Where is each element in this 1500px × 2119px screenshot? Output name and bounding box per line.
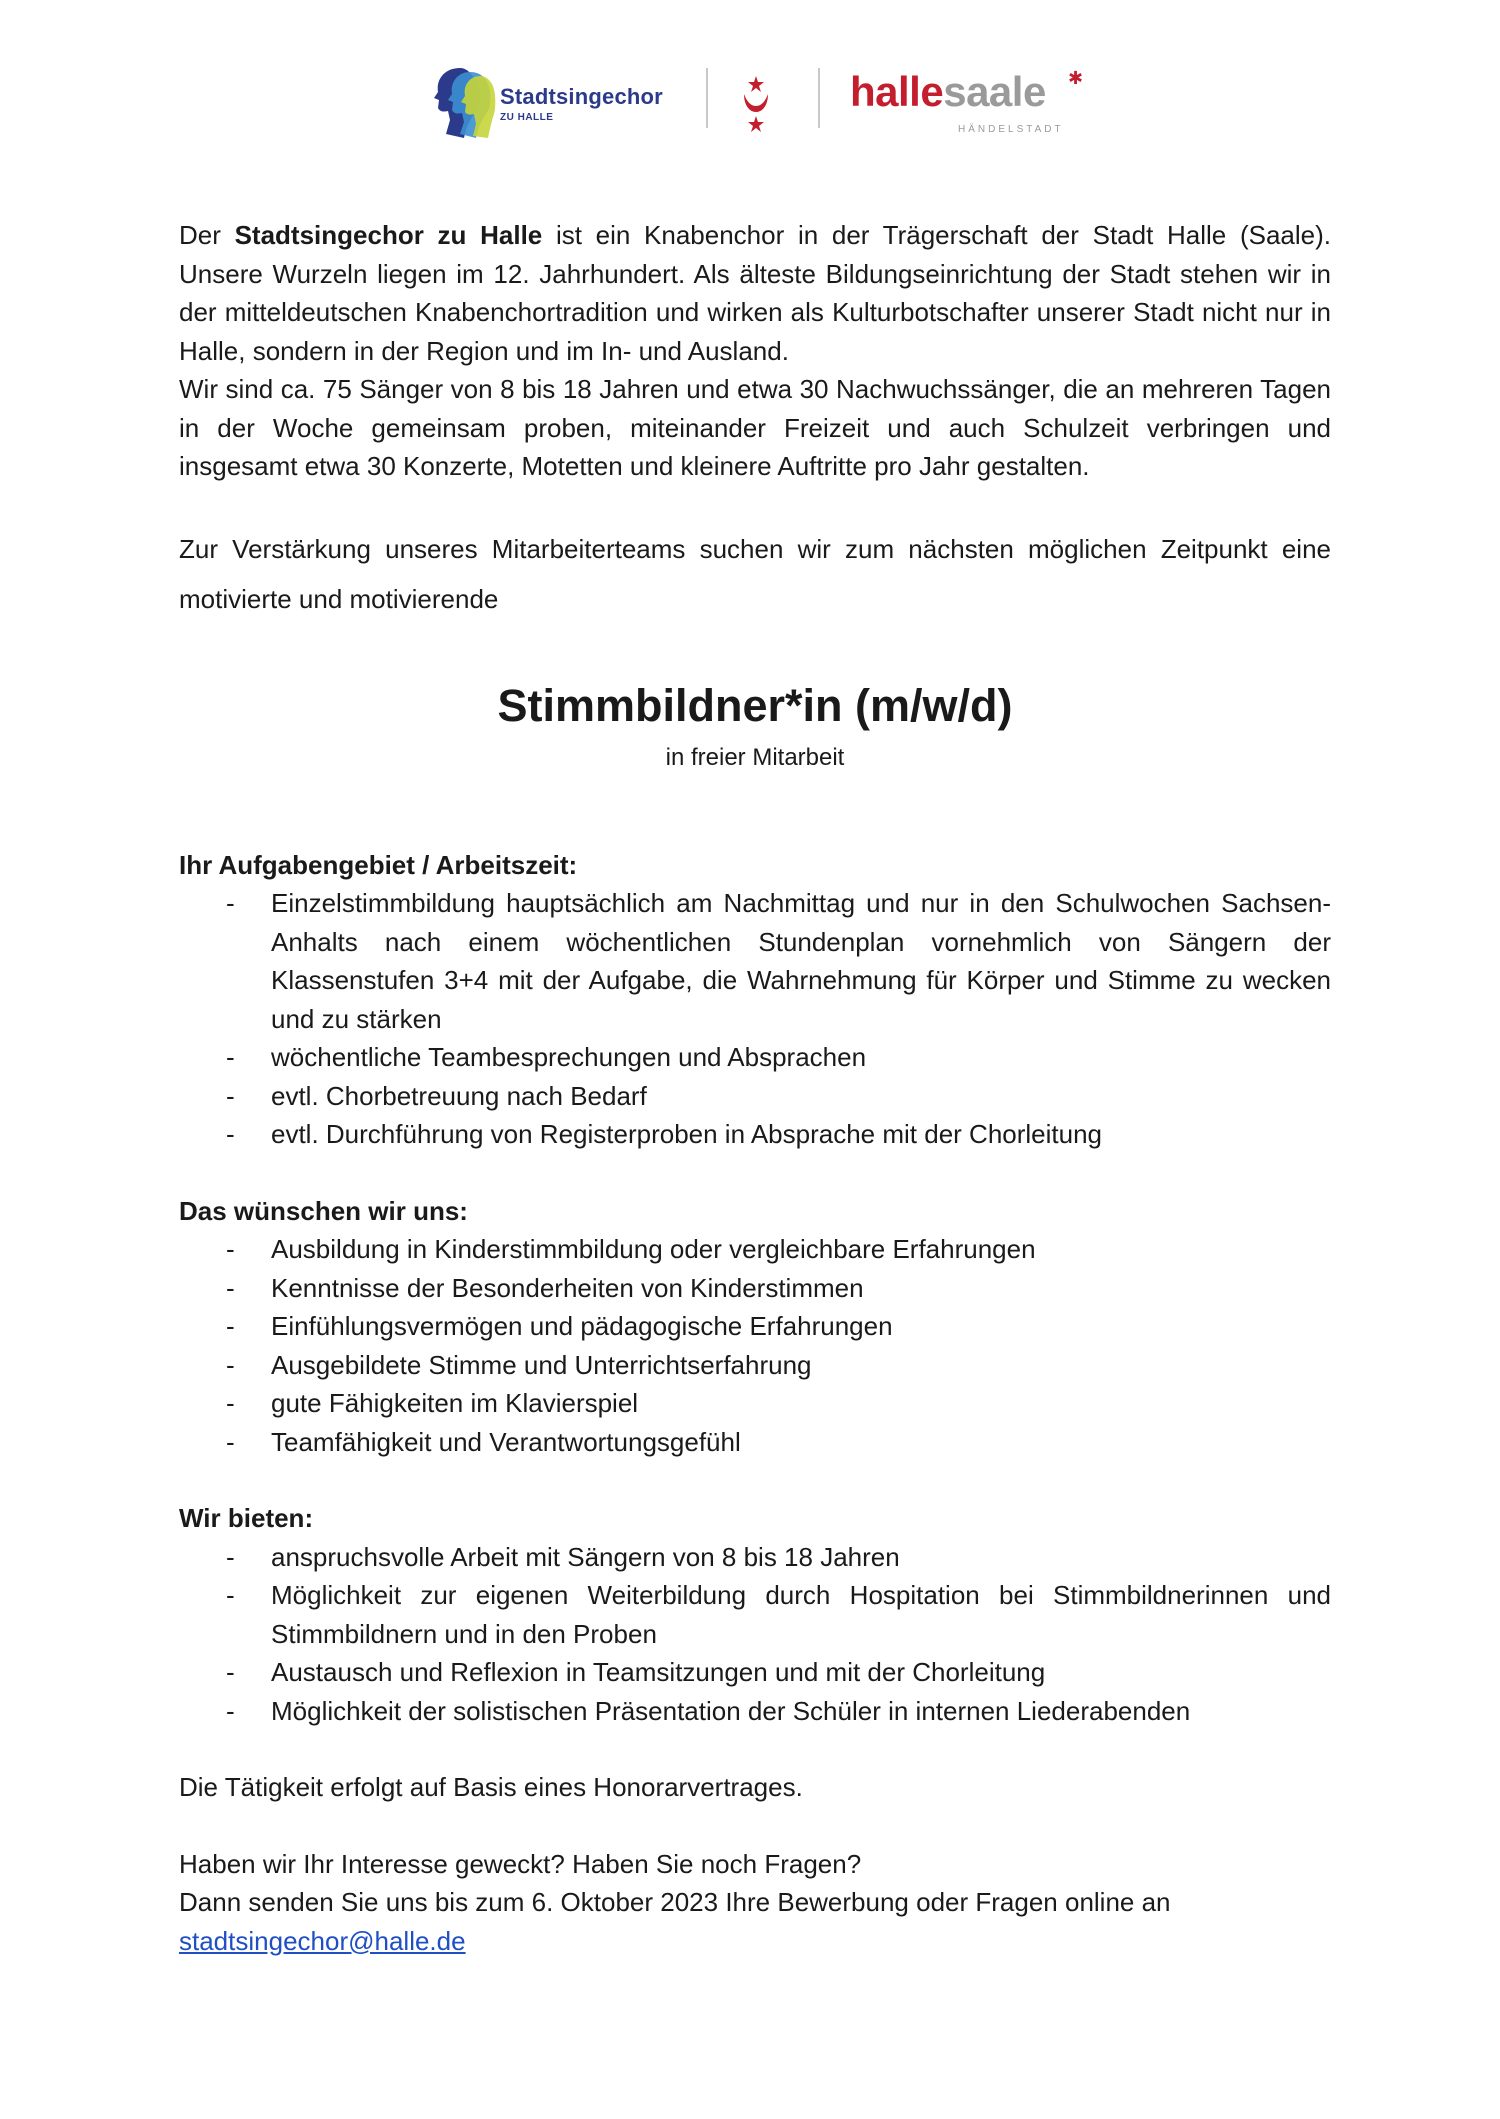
- list-item: - Austausch und Reflexion in Teamsitzungen und mit der Chorleitung: [226, 1657, 1046, 1687]
- list-item: - Ausbildung in Kinderstimmbildung oder vergleichbare Erfahrungen: [226, 1234, 1036, 1264]
- logo-divider: [706, 68, 708, 128]
- hallesaale-logo: [850, 68, 1090, 138]
- stadtsingechor-logo: [430, 64, 670, 144]
- list-item: - Ausgebildete Stimme und Unterrichtserfahrung: [226, 1349, 812, 1380]
- list-item: - Kenntnisse der Besonderheiten von Kinderstimmen: [226, 1272, 864, 1303]
- intro-paragraph: Der Stadtsingechor zu Halle ist ein Knabenchor in der Trägerschaft der Stadt Halle (Saale). Unsere Wurzeln liegen im 12. Jahrhundert. Als älteste Bildungseinrichtung der Stadt stehen wir in der mitteldeutschen Knabenchortradition und wirken als Kulturbotschafter unserer Stadt nicht nur in Halle, sondern in der Region und im In- und Ausland.: [179, 220, 1331, 366]
- intro-paragraph-3: Zur Verstärkung unseres Mitarbeiterteams suchen wir zum nächsten möglichen Zeitpunkt eine motivierte und motivierende: [179, 533, 1331, 614]
- document-body: [179, 216, 1331, 1960]
- job-subtitle: in freier Mitarbeit: [665, 743, 845, 771]
- interest-question: Haben wir Ihr Interesse geweckt? Haben Sie noch Fragen?: [179, 1848, 862, 1879]
- tasks-list: [179, 884, 1331, 1154]
- wishes-list: [179, 1230, 1331, 1461]
- list-item: - Möglichkeit der solistischen Präsentation der Schüler in internen Liederabenden: [226, 1695, 1191, 1726]
- section-heading-tasks: Ihr Aufgabengebiet / Arbeitszeit:: [179, 849, 578, 880]
- haendelstadt-label: HÄNDELSTADT: [958, 124, 1064, 135]
- list-item: - Einfühlungsvermögen und pädagogische Erfahrungen: [226, 1311, 893, 1341]
- application-text: Dann senden Sie uns bis zum 6. Oktober 2023 Ihre Bewerbung oder Fragen online an: [179, 1887, 1171, 1917]
- list-item: - anspruchsvolle Arbeit mit Sängern von 8 bis 18 Jahren: [226, 1541, 900, 1572]
- intro-paragraph-2: Wir sind ca. 75 Sänger von 8 bis 18 Jahren und etwa 30 Nachwuchssänger, die an mehreren Tagen in der Woche gemeinsam proben, miteinander Freizeit und auch Schulzeit verbringen und insgesamt etwa 30 Konzerte, Motetten und kleinere Auftritte pro Jahr gestalten.: [179, 374, 1331, 481]
- job-title-block: [179, 676, 1331, 776]
- section-heading-wishes: Das wünschen wir uns:: [179, 1195, 468, 1226]
- list-item: - evtl. Chorbetreuung nach Bedarf: [226, 1080, 647, 1111]
- list-item: - wöchentliche Teambesprechungen und Absprachen: [226, 1042, 867, 1072]
- page-header: [0, 58, 1500, 148]
- hallesaale-wordmark: hallesaale: [850, 68, 1046, 115]
- job-title: Stimmbildner*in (m/w/d): [497, 679, 1013, 731]
- choir-logo-sub: ZU HALLE: [500, 112, 554, 123]
- logo-divider: [818, 68, 820, 128]
- list-item: - evtl. Durchführung von Registerproben in Absprache mit der Chorleitung: [226, 1119, 1103, 1149]
- list-item: - Möglichkeit zur eigenen Weiterbildung durch Hospitation bei Stimmbildnerinnen und Stimmbildnern und in den Proben: [226, 1580, 1331, 1649]
- star-icon: ✱: [1068, 68, 1084, 88]
- choir-faces-icon: [430, 64, 496, 142]
- halle-crest-icon: [738, 72, 774, 132]
- contract-basis-text: Die Tätigkeit erfolgt auf Basis eines Honorarvertrages.: [179, 1772, 803, 1802]
- choir-logo-name: Stadtsingechor: [500, 84, 663, 109]
- list-item: - Teamfähigkeit und Verantwortungsgefühl: [226, 1426, 741, 1457]
- offer-list: [179, 1538, 1331, 1731]
- list-item: - Einzelstimmbildung hauptsächlich am Nachmittag und nur in den Schulwochen Sachsen-Anhalts nach einem wöchentlichen Stundenplan vornehmlich von Sängern der Klassenstufen 3+4 mit der Aufgabe, die Wahrnehmung für Körper und Stimme zu wecken und zu stärken: [226, 888, 1331, 1034]
- email-link[interactable]: stadtsingechor@halle.de: [179, 1925, 466, 1956]
- list-item: - gute Fähigkeiten im Klavierspiel: [226, 1388, 639, 1418]
- choir-name-bold: Stadtsingechor zu Halle: [234, 220, 543, 250]
- section-heading-offer: Wir bieten:: [179, 1503, 314, 1533]
